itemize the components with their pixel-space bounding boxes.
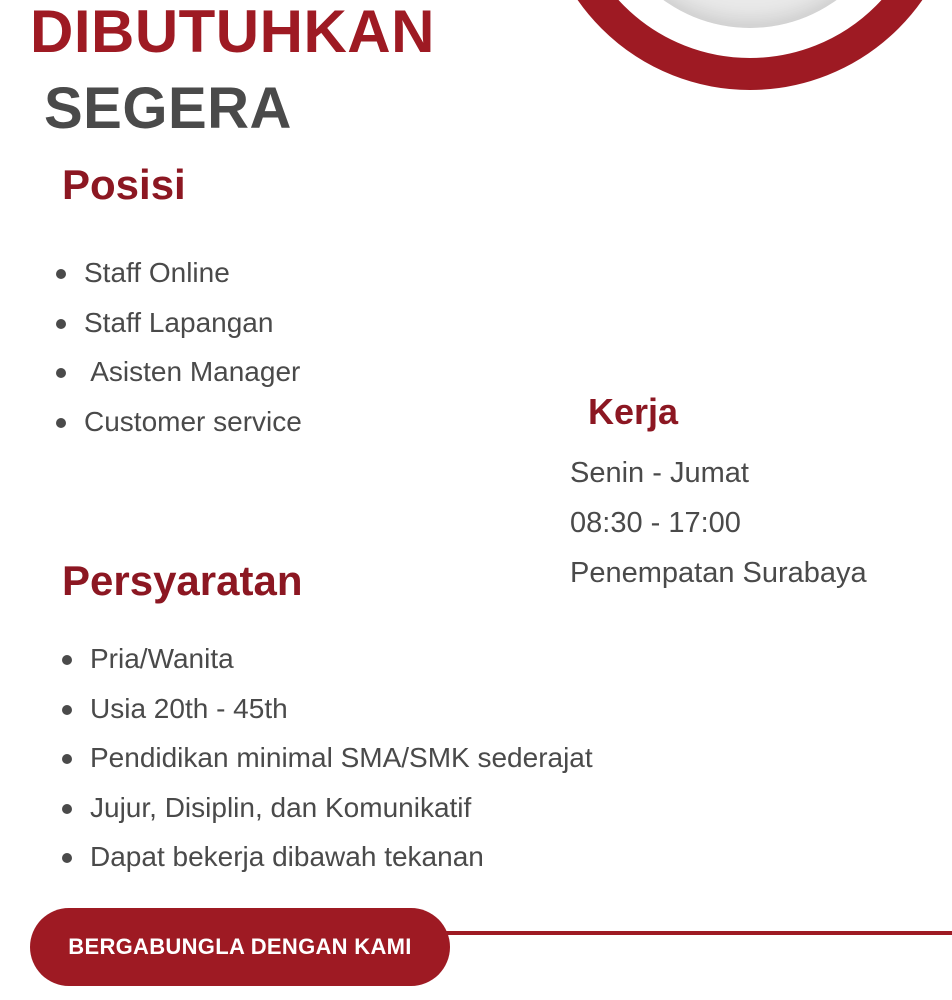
requirement-education: Pendidikan minimal SMA/SMK sederajat [90, 742, 593, 773]
requirement-age: Usia 20th - 45th [90, 692, 288, 724]
bullet-icon [62, 804, 72, 814]
cta-divider-line [440, 931, 952, 935]
title-segera: SEGERA [44, 76, 292, 141]
list-item [62, 634, 593, 684]
requirement-pressure: Dapat bekerja dibawah tekanan [90, 841, 484, 872]
positions-list [56, 248, 302, 446]
list-item [62, 832, 593, 882]
work-info [570, 448, 867, 598]
list-item [62, 684, 593, 734]
list-item [62, 783, 593, 833]
bullet-icon [56, 418, 66, 428]
bullet-icon [56, 368, 66, 378]
position-staff-lapangan: Staff Lapangan [84, 306, 274, 338]
requirements-list [62, 634, 593, 882]
bullet-icon [62, 853, 72, 863]
list-item [56, 397, 302, 447]
position-asisten-manager: Asisten Manager [84, 356, 301, 387]
requirement-gender: Pria/Wanita [90, 643, 234, 674]
work-days: Senin - Jumat [570, 457, 749, 489]
bullet-icon [62, 705, 72, 715]
join-us-button[interactable] [30, 908, 450, 986]
list-item [56, 248, 302, 298]
join-us-button-label: BERGABUNGLA DENGAN KAMI [68, 934, 412, 959]
bullet-icon [62, 754, 72, 764]
requirement-character: Jujur, Disiplin, dan Komunikatif [90, 791, 472, 823]
list-item [62, 733, 593, 783]
bullet-icon [56, 319, 66, 329]
position-staff-online: Staff Online [84, 257, 230, 288]
positions-heading: Posisi [62, 161, 186, 208]
bullet-icon [62, 655, 72, 665]
position-customer-service: Customer service [84, 405, 302, 437]
work-location: Penempatan Surabaya [570, 557, 867, 589]
requirements-heading: Persyaratan [62, 557, 303, 604]
work-heading: Kerja [588, 391, 679, 432]
list-item [56, 347, 302, 397]
work-hours: 08:30 - 17:00 [570, 507, 741, 539]
title-dibutuhkan: DIBUTUHKAN [30, 0, 435, 65]
bullet-icon [56, 269, 66, 279]
list-item [56, 298, 302, 348]
